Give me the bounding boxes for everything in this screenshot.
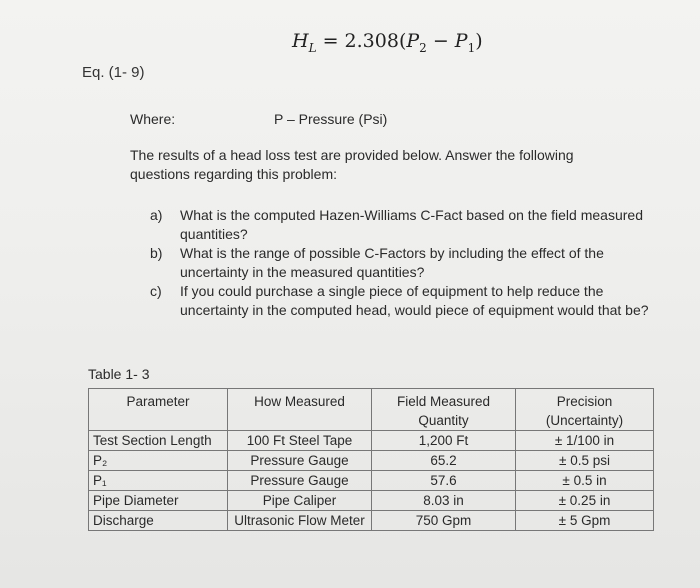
header-how-measured: How Measured xyxy=(228,389,372,431)
cell-quantity: 750 Gpm xyxy=(372,511,516,531)
cell-how-measured: 100 Ft Steel Tape xyxy=(228,431,372,451)
cell-parameter: P₂ xyxy=(89,451,228,471)
cell-parameter: Discharge xyxy=(89,511,228,531)
cell-how-measured: Pressure Gauge xyxy=(228,471,372,491)
equation-label: Eq. (1- 9) xyxy=(82,64,145,81)
table-row xyxy=(89,471,654,491)
question-text: If you could purchase a single piece of equipment to help reduce the uncertainty in the computed head, would piece of equipment would that be? xyxy=(180,283,649,318)
measurement-table xyxy=(88,388,654,531)
question-item xyxy=(150,244,660,281)
cell-parameter: Pipe Diameter xyxy=(89,491,228,511)
cell-quantity: 57.6 xyxy=(372,471,516,491)
cell-how-measured: Ultrasonic Flow Meter xyxy=(228,511,372,531)
question-item xyxy=(150,206,660,243)
header-parameter: Parameter xyxy=(89,389,228,431)
table-row xyxy=(89,451,654,471)
cell-quantity: 65.2 xyxy=(372,451,516,471)
question-letter: a) xyxy=(150,207,163,223)
cell-parameter: P₁ xyxy=(89,471,228,491)
question-letter: c) xyxy=(150,283,162,299)
where-label: Where: xyxy=(130,111,176,127)
cell-precision: ± 0.25 in xyxy=(516,491,654,511)
cell-quantity: 1,200 Ft xyxy=(372,431,516,451)
table-row xyxy=(89,491,654,511)
cell-parameter: Test Section Length xyxy=(89,431,228,451)
cell-precision: ± 5 Gpm xyxy=(516,511,654,531)
question-letter: b) xyxy=(150,245,163,261)
question-text: What is the range of possible C-Factors by including the effect of the uncertainty in the measured quantities? xyxy=(180,245,604,280)
table-title: Table 1- 3 xyxy=(88,366,150,382)
cell-quantity: 8.03 in xyxy=(372,491,516,511)
cell-precision: ± 0.5 in xyxy=(516,471,654,491)
cell-how-measured: Pipe Caliper xyxy=(228,491,372,511)
header-precision: Precision (Uncertainty) xyxy=(516,389,654,431)
table-header-row xyxy=(89,389,654,431)
question-item xyxy=(150,282,660,319)
question-text: What is the computed Hazen-Williams C-Fact based on the field measured quantities? xyxy=(180,207,643,242)
head-loss-equation: $H_L = 2.308(P_2 - P_1)$ xyxy=(292,30,483,55)
cell-precision: ± 0.5 psi xyxy=(516,451,654,471)
intro-paragraph: The results of a head loss test are provided below. Answer the following questions regarding this problem: xyxy=(130,147,574,182)
table-row xyxy=(89,511,654,531)
cell-precision: ± 1/100 in xyxy=(516,431,654,451)
question-list xyxy=(150,206,660,320)
cell-how-measured: Pressure Gauge xyxy=(228,451,372,471)
where-definition: P – Pressure (Psi) xyxy=(274,111,388,127)
table-row xyxy=(89,431,654,451)
header-field-quantity: Field Measured Quantity xyxy=(372,389,516,431)
